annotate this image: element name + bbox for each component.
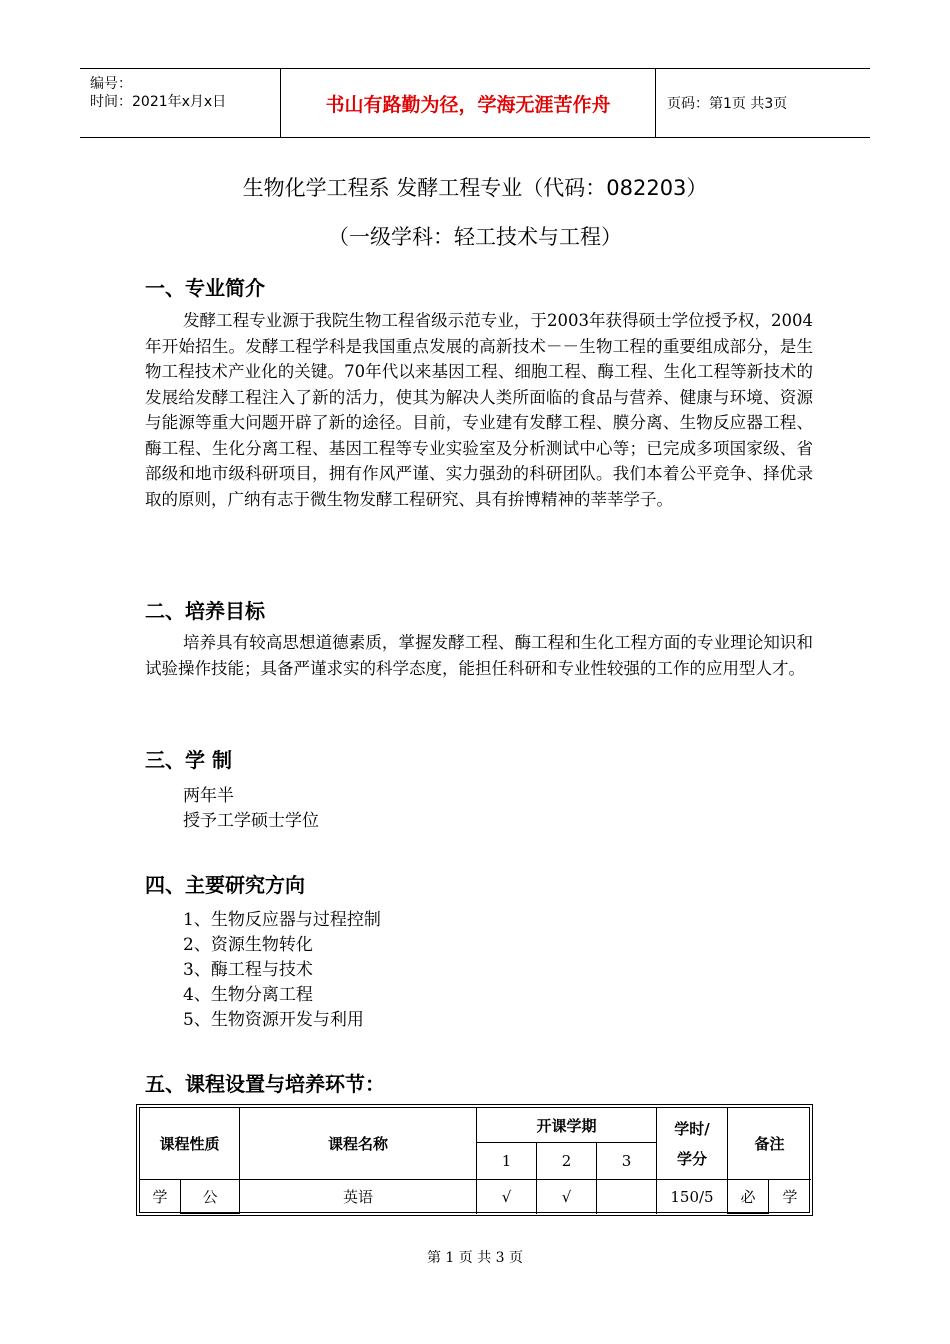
research-item: 4、生物分离工程	[183, 985, 313, 1005]
table-cell-remark-a: 必	[740, 1188, 756, 1206]
section-heading-research: 四、主要研究方向	[145, 873, 305, 897]
research-item: 5、生物资源开发与利用	[183, 1010, 364, 1030]
th-semester: 开课学期	[536, 1116, 597, 1135]
th-course-type: 课程性质	[159, 1135, 220, 1153]
page-info: 页码：第1页 共3页	[667, 96, 788, 112]
course-table-inner	[139, 1107, 810, 1213]
table-cell-sem2: √	[561, 1187, 572, 1206]
course-table	[136, 1104, 813, 1216]
doc-subtitle: （一级学科：轻工技术与工程）	[328, 225, 622, 249]
research-item: 2、资源生物转化	[183, 935, 313, 955]
th-semester-2: 2	[561, 1152, 572, 1170]
header-meta	[80, 69, 280, 137]
table-cell-remark-b: 学	[782, 1188, 798, 1206]
table-cell-type-b: 公	[202, 1188, 218, 1206]
section-heading-duration: 三、学 制	[145, 748, 232, 772]
th-semester-1: 1	[501, 1152, 512, 1170]
th-hours: 学时/	[674, 1119, 710, 1138]
research-item: 1、生物反应器与过程控制	[183, 910, 381, 930]
goal-paragraph: 培养具有较高思想道德素质，掌握发酵工程、酶工程和生化工程方面的专业理论知识和试验操作技能；具备严谨求实的科学态度，能担任科研和专业性较强的工作的应用型人才。	[145, 633, 813, 678]
th-semester-3: 3	[621, 1152, 632, 1170]
number-label: 编号：	[90, 76, 132, 92]
header-motto-cell	[280, 69, 656, 137]
section-heading-courses: 五、课程设置与培养环节：	[145, 1072, 385, 1096]
table-cell-type-a: 学	[152, 1188, 168, 1206]
header-page-cell	[655, 69, 870, 137]
th-remark: 备注	[754, 1135, 785, 1153]
degree-item: 授予工学硕士学位	[183, 811, 319, 831]
duration-item: 两年半	[183, 786, 234, 806]
table-cell-sem3	[597, 1180, 656, 1213]
table-cell-hours: 150/5	[670, 1187, 714, 1206]
doc-title: 生物化学工程系 发酵工程专业（代码：082203）	[242, 176, 708, 200]
time-label: 时间：2021年x月x日	[90, 94, 227, 110]
section-heading-goal: 二、培养目标	[145, 599, 265, 623]
page-footer: 第 1 页 共 3 页	[426, 1250, 524, 1266]
table-cell-sem1: √	[501, 1187, 512, 1206]
section-heading-intro: 一、专业简介	[145, 276, 265, 300]
intro-paragraph: 发酵工程专业源于我院生物工程省级示范专业，于2003年获得硕士学位授予权，2004年开始招生。发酵工程学科是我国重点发展的高新技术－－生物工程的重要组成部分，是生物工程技术产业化的关键。70年代以来基因工程、细胞工程、酶工程、生化工程等新技术的发展给发酵工程注入了新的活力，使其为解决人类所面临的食品与营养、健康与环境、资源与能源等重大问题开辟了新的途径。目前，专业建有发酵工程、膜分离、生物反应器工程、酶工程、生化分离工程、基因工程等专业实验室及分析测试中心等；已完成多项国家级、省部级和地市级科研项目，拥有作风严谨、实力强劲的科研团队。我们本着公平竞争、择优录取的原则，广纳有志于微生物发酵工程研究、具有拚博精神的莘莘学子。	[145, 311, 813, 509]
research-item: 3、酶工程与技术	[183, 960, 313, 980]
motto: 书山有路勤为径，学海无涯苦作舟	[325, 93, 611, 116]
th-credits: 学分	[676, 1149, 707, 1168]
th-course-name: 课程名称	[327, 1135, 388, 1153]
page-header	[80, 68, 870, 138]
table-cell-course-name: 英语	[342, 1188, 373, 1206]
